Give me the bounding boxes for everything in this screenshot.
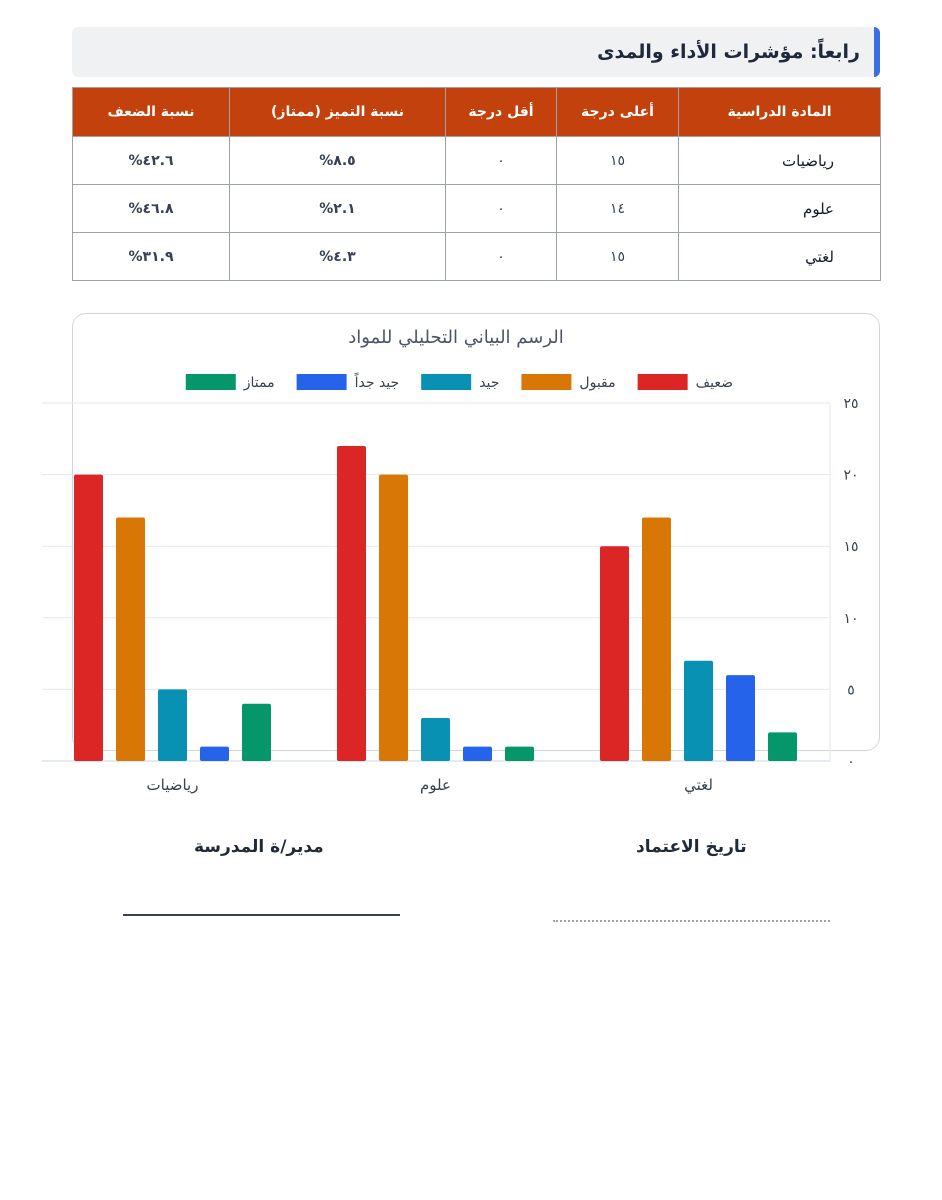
- weakness-cell: ٣١.٩%: [73, 233, 230, 281]
- min-grade-cell: ٠: [446, 185, 557, 233]
- bar: [768, 732, 797, 761]
- approval-date-line: [553, 920, 830, 922]
- legend-label: ممتاز: [243, 375, 275, 391]
- min-grade-cell: ٠: [446, 137, 557, 185]
- bar: [463, 747, 492, 761]
- legend-swatch: [421, 374, 471, 390]
- max-grade-cell: ١٥: [557, 233, 679, 281]
- header-min-grade: أقل درجة: [446, 88, 557, 137]
- section-title: رابعاً: مؤشرات الأداء والمدى: [597, 41, 860, 63]
- legend-swatch: [521, 374, 571, 390]
- header-weakness-rate: نسبة الضعف: [73, 88, 230, 137]
- y-tick-label: ١٠: [843, 610, 859, 627]
- bar: [421, 718, 450, 761]
- bar: [337, 446, 366, 761]
- max-grade-cell: ١٤: [557, 185, 679, 233]
- x-tick-label: علوم: [420, 776, 451, 794]
- legend-label: مقبول: [579, 375, 616, 391]
- header-excellence-rate: نسبة التميز (ممتاز): [230, 88, 446, 137]
- bar: [684, 661, 713, 761]
- bar: [242, 704, 271, 761]
- chart-title: الرسم البياني التحليلي للمواد: [348, 327, 564, 348]
- excellence-cell: ٢.١%: [230, 185, 446, 233]
- legend-label: ضعيف: [695, 375, 733, 391]
- y-tick-label: ٥: [847, 682, 855, 699]
- excellence-cell: ٨.٥%: [230, 137, 446, 185]
- legend-label: جيد جداً: [354, 375, 400, 391]
- bar: [379, 475, 408, 761]
- weakness-cell: ٤٦.٨%: [73, 185, 230, 233]
- bar: [726, 675, 755, 761]
- bar: [158, 689, 187, 761]
- min-grade-cell: ٠: [446, 233, 557, 281]
- max-grade-cell: ١٥: [557, 137, 679, 185]
- x-tick-label: رياضيات: [146, 776, 199, 794]
- bar: [642, 518, 671, 761]
- legend-swatch: [638, 374, 688, 390]
- bar: [116, 518, 145, 761]
- y-tick-label: ٠: [847, 754, 855, 770]
- principal-label: مدير/ة المدرسة: [194, 837, 324, 857]
- x-tick-label: لغتي: [684, 776, 713, 794]
- excellence-cell: ٤.٣%: [230, 233, 446, 281]
- y-tick-label: ١٥: [843, 539, 859, 556]
- subject-cell: لغتي: [679, 233, 881, 281]
- subject-cell: علوم: [679, 185, 881, 233]
- subject-cell: رياضيات: [679, 137, 881, 185]
- bar: [200, 747, 229, 761]
- legend-swatch: [186, 374, 236, 390]
- y-tick-label: ٢٥: [843, 396, 859, 412]
- bar: [505, 747, 534, 761]
- bar: [600, 546, 629, 761]
- header-subject: المادة الدراسية: [679, 88, 881, 137]
- legend-swatch: [297, 374, 347, 390]
- bar: [74, 475, 103, 761]
- approval-date-label: تاريخ الاعتماد: [636, 837, 747, 857]
- header-max-grade: أعلى درجة: [557, 88, 679, 137]
- y-tick-label: ٢٠: [843, 467, 859, 484]
- legend-label: جيد: [479, 375, 500, 391]
- weakness-cell: ٤٢.٦%: [73, 137, 230, 185]
- principal-signature-line: [123, 914, 400, 916]
